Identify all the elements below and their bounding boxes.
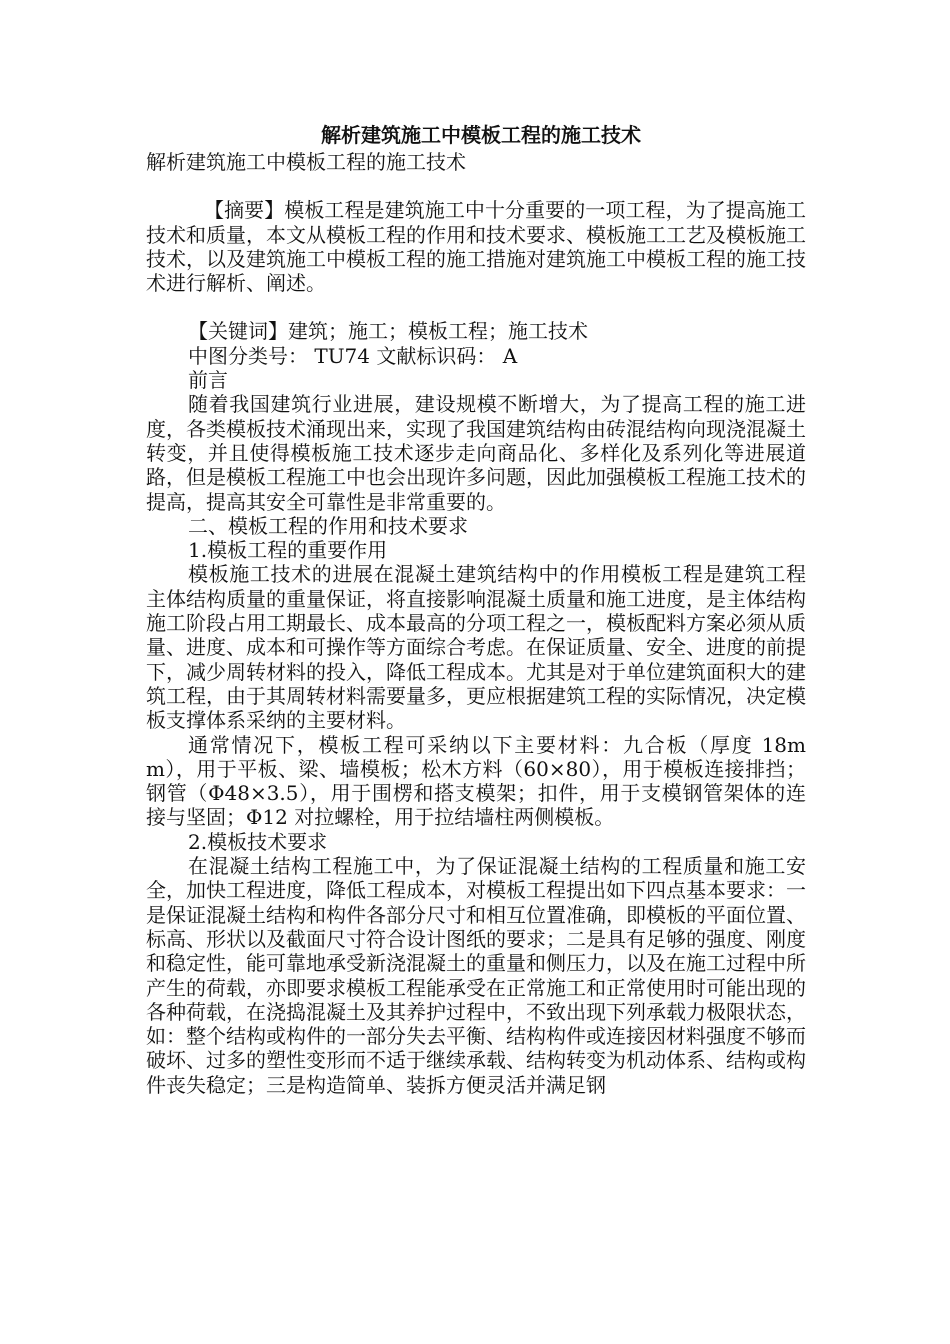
section-2-heading: 二、模板工程的作用和技术要求 bbox=[188, 513, 468, 538]
abstract-paragraph: 【摘要】模板工程是建筑施工中十分重要的一项工程，为了提高施工技术和质量，本文从模板工程的作用和技术要求、模板施工工艺及模板施工技术，以及建筑施工中模板工程的施工措施对建筑施工中模板工程的施工技术进行解析、阐述。 bbox=[146, 198, 806, 296]
document-title: 解析建筑施工中模板工程的施工技术 bbox=[321, 123, 641, 147]
section-2-2-heading: 2.模板技术要求 bbox=[188, 829, 328, 854]
section-2-2-paragraph-1: 在混凝土结构工程施工中，为了保证混凝土结构的工程质量和施工安全，加快工程进度，降低工程成本，对模板工程提出如下四点基本要求：一是保证混凝土结构和构件各部分尺寸和相互位置准确，即模板的平面位置、标高、形状以及截面尺寸符合设计图纸的要求；二是具有足够的强度、刚度和稳定性，能可靠地承受新浇混凝土的重量和侧压力，以及在施工过程中所产生的荷载，亦即要求模板工程能承受在正常施工和正常使用时可能出现的各种荷载，在浇捣混凝土及其养护过程中，不致出现下列承载力极限状态，如：整个结构或构件的一部分失去平衡、结构构件或连接因材料强度不够而破坏、过多的塑性变形而不适于继续承载、结构转变为机动体系、结构或构件丧失稳定；三是构造简单、装拆方便灵活并满足钢 bbox=[146, 854, 806, 1097]
preface-paragraph: 随着我国建筑行业进展，建设规模不断增大，为了提高工程的施工进度，各类模板技术涌现出来，实现了我国建筑结构由砖混结构向现浇混凝土转变，并且使得模板施工技术逐步走向商品化、多样化及系列化等进展道路，但是模板工程施工中也会出现许多问题，因此加强模板工程施工技术的提高，提高其安全可靠性是非常重要的。 bbox=[146, 392, 806, 514]
section-2-1-paragraph-2: 通常情况下，模板工程可采纳以下主要材料：九合板（厚度 18mm），用于平板、梁、墙模板；松木方料（60×80），用于模板连接排挡；钢管（Φ48×3.5），用于围楞和搭支模架；扣件，用于支模钢管架体的连接与坚固；Φ12 对拉螺栓，用于拉结墙柱两侧模板。 bbox=[146, 732, 806, 830]
document-subtitle: 解析建筑施工中模板工程的施工技术 bbox=[146, 150, 466, 174]
document-page bbox=[146, 120, 806, 1097]
preface-heading: 前言 bbox=[188, 368, 228, 393]
section-2-1-paragraph-1: 模板施工技术的进展在混凝土建筑结构中的作用模板工程是建筑工程主体结构质量的重量保证，将直接影响混凝土质量和施工进度，是主体结构施工阶段占用工期最长、成本最高的分项工程之一，模板配料方案必须从质量、进度、成本和可操作等方面综合考虑。在保证质量、安全、进度的前提下，减少周转材料的投入，降低工程成本。尤其是对于单位建筑面积大的建筑工程，由于其周转材料需要量多，更应根据建筑工程的实际情况，决定模板支撑体系采纳的主要材料。 bbox=[146, 562, 806, 733]
classification-line: 中图分类号： TU74 文献标识码： A bbox=[188, 343, 518, 368]
keywords-line: 【关键词】建筑；施工；模板工程；施工技术 bbox=[188, 319, 588, 344]
section-2-1-heading: 1.模板工程的重要作用 bbox=[188, 538, 388, 563]
